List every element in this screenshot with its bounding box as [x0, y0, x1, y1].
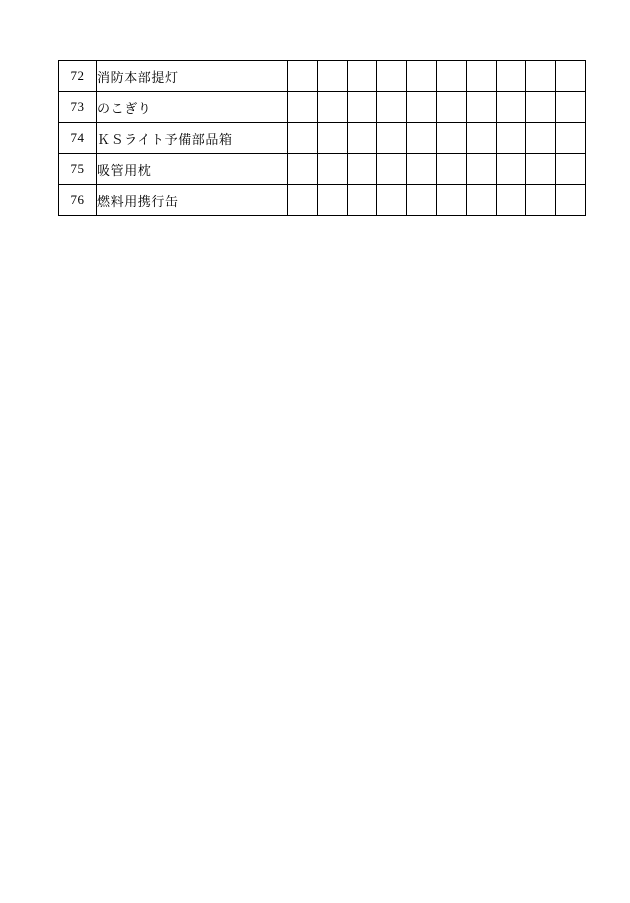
row-item-name-cell: 消防本部提灯 [97, 61, 288, 92]
blank-cell [288, 61, 318, 92]
blank-cell [317, 185, 347, 216]
blank-cell [407, 154, 437, 185]
inventory-table-body [59, 61, 586, 216]
blank-cell [407, 92, 437, 123]
blank-cell [436, 154, 466, 185]
blank-cell [526, 185, 556, 216]
table-row [59, 61, 586, 92]
blank-cell [436, 123, 466, 154]
blank-cell [288, 154, 318, 185]
row-item-name-cell: 吸管用枕 [97, 154, 288, 185]
blank-cell [556, 123, 586, 154]
table-row [59, 154, 586, 185]
blank-cell [556, 185, 586, 216]
blank-cell [466, 123, 496, 154]
blank-cell [347, 92, 377, 123]
blank-cell [466, 92, 496, 123]
blank-cell [556, 92, 586, 123]
blank-cell [496, 123, 526, 154]
blank-cell [317, 123, 347, 154]
blank-cell [288, 92, 318, 123]
blank-cell [526, 92, 556, 123]
blank-cell [347, 154, 377, 185]
blank-cell [466, 185, 496, 216]
blank-cell [377, 185, 407, 216]
blank-cell [347, 61, 377, 92]
blank-cell [377, 92, 407, 123]
blank-cell [496, 61, 526, 92]
row-item-name-cell: のこぎり [97, 92, 288, 123]
inventory-table-container [58, 60, 573, 216]
table-row [59, 123, 586, 154]
blank-cell [526, 123, 556, 154]
blank-cell [496, 154, 526, 185]
table-row [59, 185, 586, 216]
blank-cell [407, 61, 437, 92]
blank-cell [377, 61, 407, 92]
blank-cell [436, 185, 466, 216]
table-row [59, 92, 586, 123]
row-number-cell: 75 [59, 154, 97, 185]
blank-cell [496, 92, 526, 123]
row-item-name-cell: 燃料用携行缶 [97, 185, 288, 216]
blank-cell [466, 154, 496, 185]
blank-cell [317, 61, 347, 92]
row-number-cell: 73 [59, 92, 97, 123]
blank-cell [556, 61, 586, 92]
blank-cell [407, 185, 437, 216]
blank-cell [436, 92, 466, 123]
blank-cell [526, 61, 556, 92]
blank-cell [466, 61, 496, 92]
blank-cell [377, 154, 407, 185]
blank-cell [436, 61, 466, 92]
inventory-table [58, 60, 586, 216]
blank-cell [317, 92, 347, 123]
row-number-cell: 74 [59, 123, 97, 154]
blank-cell [407, 123, 437, 154]
row-number-cell: 76 [59, 185, 97, 216]
blank-cell [556, 154, 586, 185]
blank-cell [347, 185, 377, 216]
blank-cell [496, 185, 526, 216]
blank-cell [288, 123, 318, 154]
blank-cell [317, 154, 347, 185]
row-item-name-cell: ＫＳライト予備部品箱 [97, 123, 288, 154]
blank-cell [288, 185, 318, 216]
blank-cell [377, 123, 407, 154]
blank-cell [347, 123, 377, 154]
row-number-cell: 72 [59, 61, 97, 92]
blank-cell [526, 154, 556, 185]
